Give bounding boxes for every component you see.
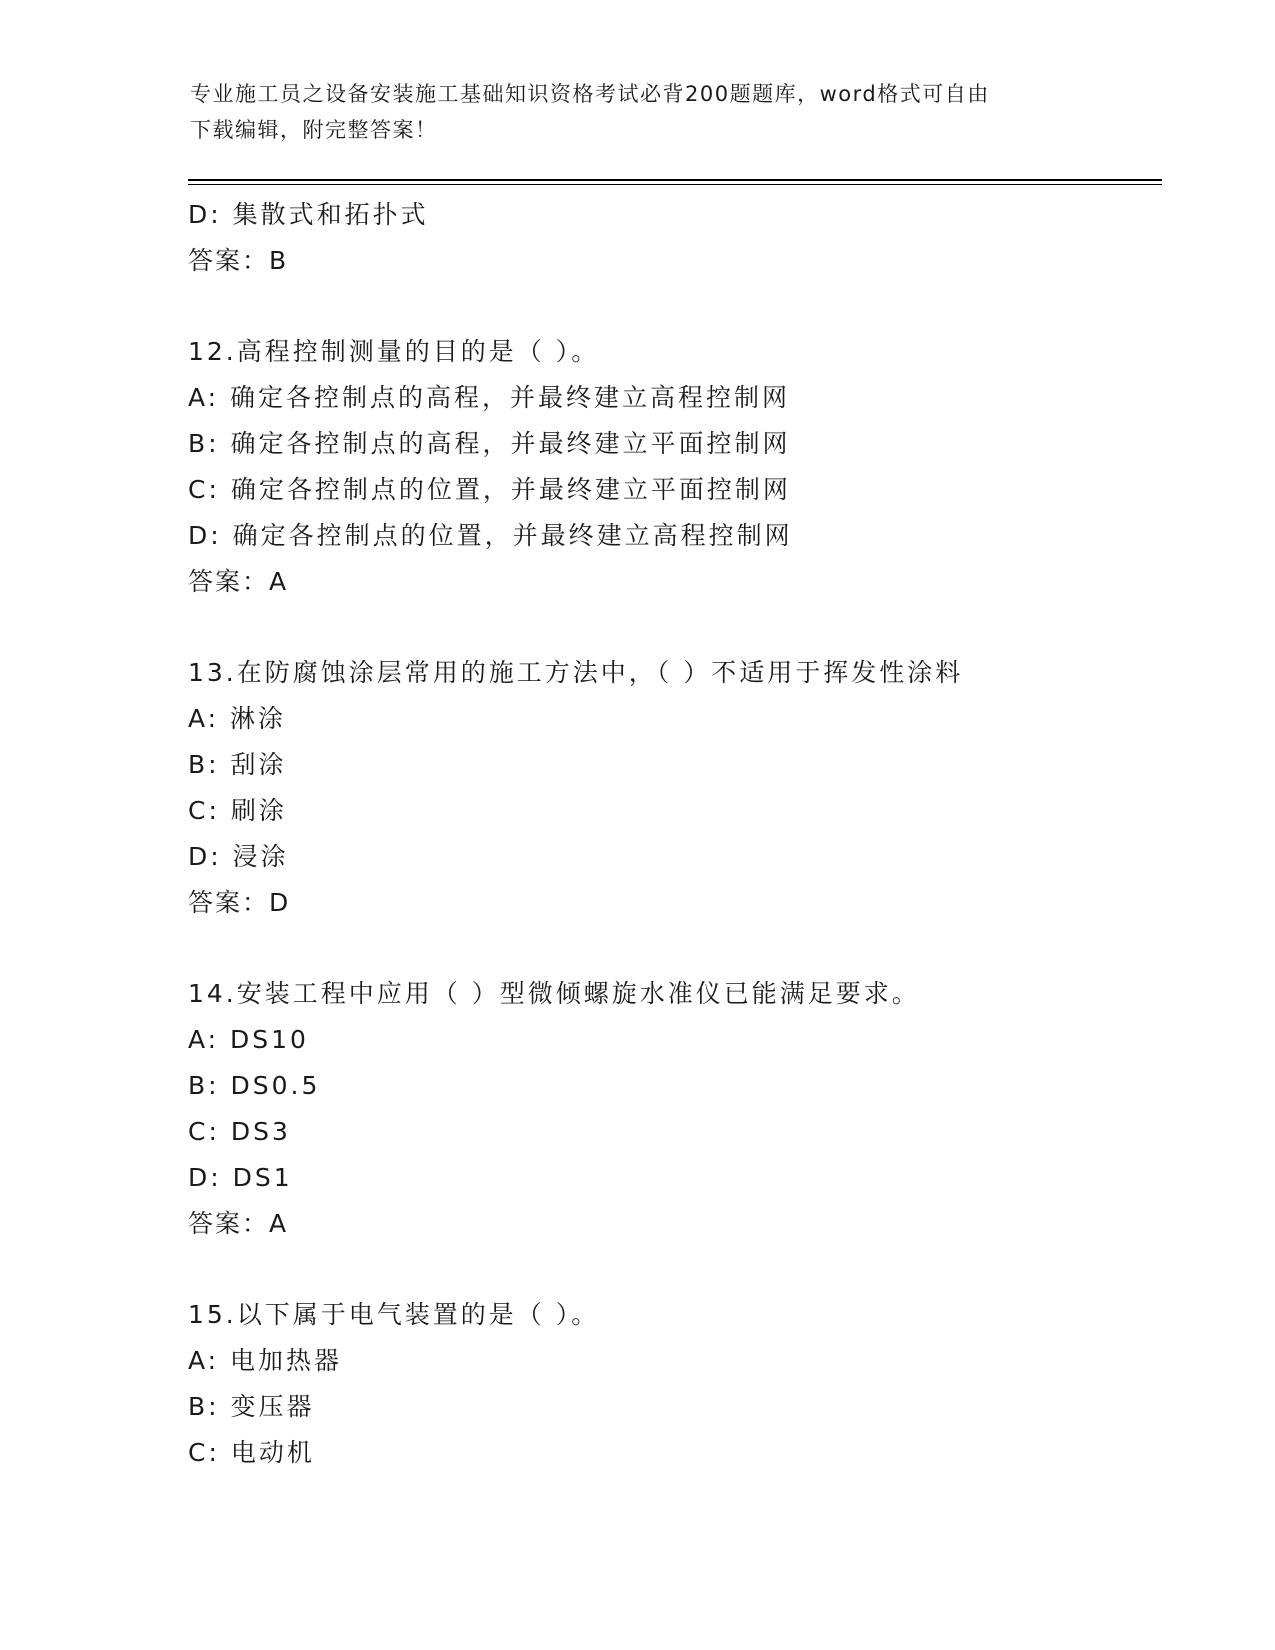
question-15 bbox=[188, 1292, 1168, 1476]
option-b: B: DS0.5 bbox=[188, 1071, 321, 1100]
question-stem: 12.高程控制测量的目的是（ ）。 bbox=[188, 337, 600, 366]
question-list bbox=[188, 192, 1168, 1476]
previous-question-tail bbox=[188, 192, 1168, 284]
question-stem: 14.安装工程中应用（ ）型微倾螺旋水准仪已能满足要求。 bbox=[188, 979, 920, 1008]
question-stem: 13.在防腐蚀涂层常用的施工方法中，（ ）不适用于挥发性涂料 bbox=[188, 658, 964, 687]
option-d: D: 确定各控制点的位置，并最终建立高程控制网 bbox=[188, 521, 793, 550]
header-title-line-1: 专业施工员之设备安装施工基础知识资格考试必背200题题库，word格式可自由 bbox=[190, 82, 990, 106]
option-c: C: 确定各控制点的位置，并最终建立平面控制网 bbox=[188, 475, 791, 504]
option-d: D: 浸涂 bbox=[188, 842, 289, 871]
option-c: C: 电动机 bbox=[188, 1438, 315, 1467]
option-b: B: 变压器 bbox=[188, 1392, 315, 1421]
question-13 bbox=[188, 650, 1168, 926]
answer-line: 答案：D bbox=[188, 888, 291, 917]
question-12 bbox=[188, 329, 1168, 605]
option-b: B: 确定各控制点的高程，并最终建立平面控制网 bbox=[188, 429, 791, 458]
answer-line: 答案：A bbox=[188, 1209, 289, 1238]
option-c: C: 刷涂 bbox=[188, 796, 287, 825]
question-14 bbox=[188, 971, 1168, 1247]
option-a: A: DS10 bbox=[188, 1025, 309, 1054]
header-divider-thin bbox=[188, 184, 1162, 185]
option-b: B: 刮涂 bbox=[188, 750, 287, 779]
option-a: A: 淋涂 bbox=[188, 704, 287, 733]
header-divider-thick bbox=[188, 179, 1162, 181]
header-title-line-2: 下载编辑，附完整答案！ bbox=[190, 118, 438, 142]
option-d: D: 集散式和拓扑式 bbox=[188, 200, 429, 229]
option-d: D: DS1 bbox=[188, 1163, 293, 1192]
option-a: A: 确定各控制点的高程，并最终建立高程控制网 bbox=[188, 383, 791, 412]
document-header bbox=[190, 76, 1090, 148]
answer-line: 答案：A bbox=[188, 567, 289, 596]
option-a: A: 电加热器 bbox=[188, 1346, 343, 1375]
option-c: C: DS3 bbox=[188, 1117, 291, 1146]
answer-line: 答案：B bbox=[188, 246, 289, 275]
question-stem: 15.以下属于电气装置的是（ ）。 bbox=[188, 1300, 600, 1329]
